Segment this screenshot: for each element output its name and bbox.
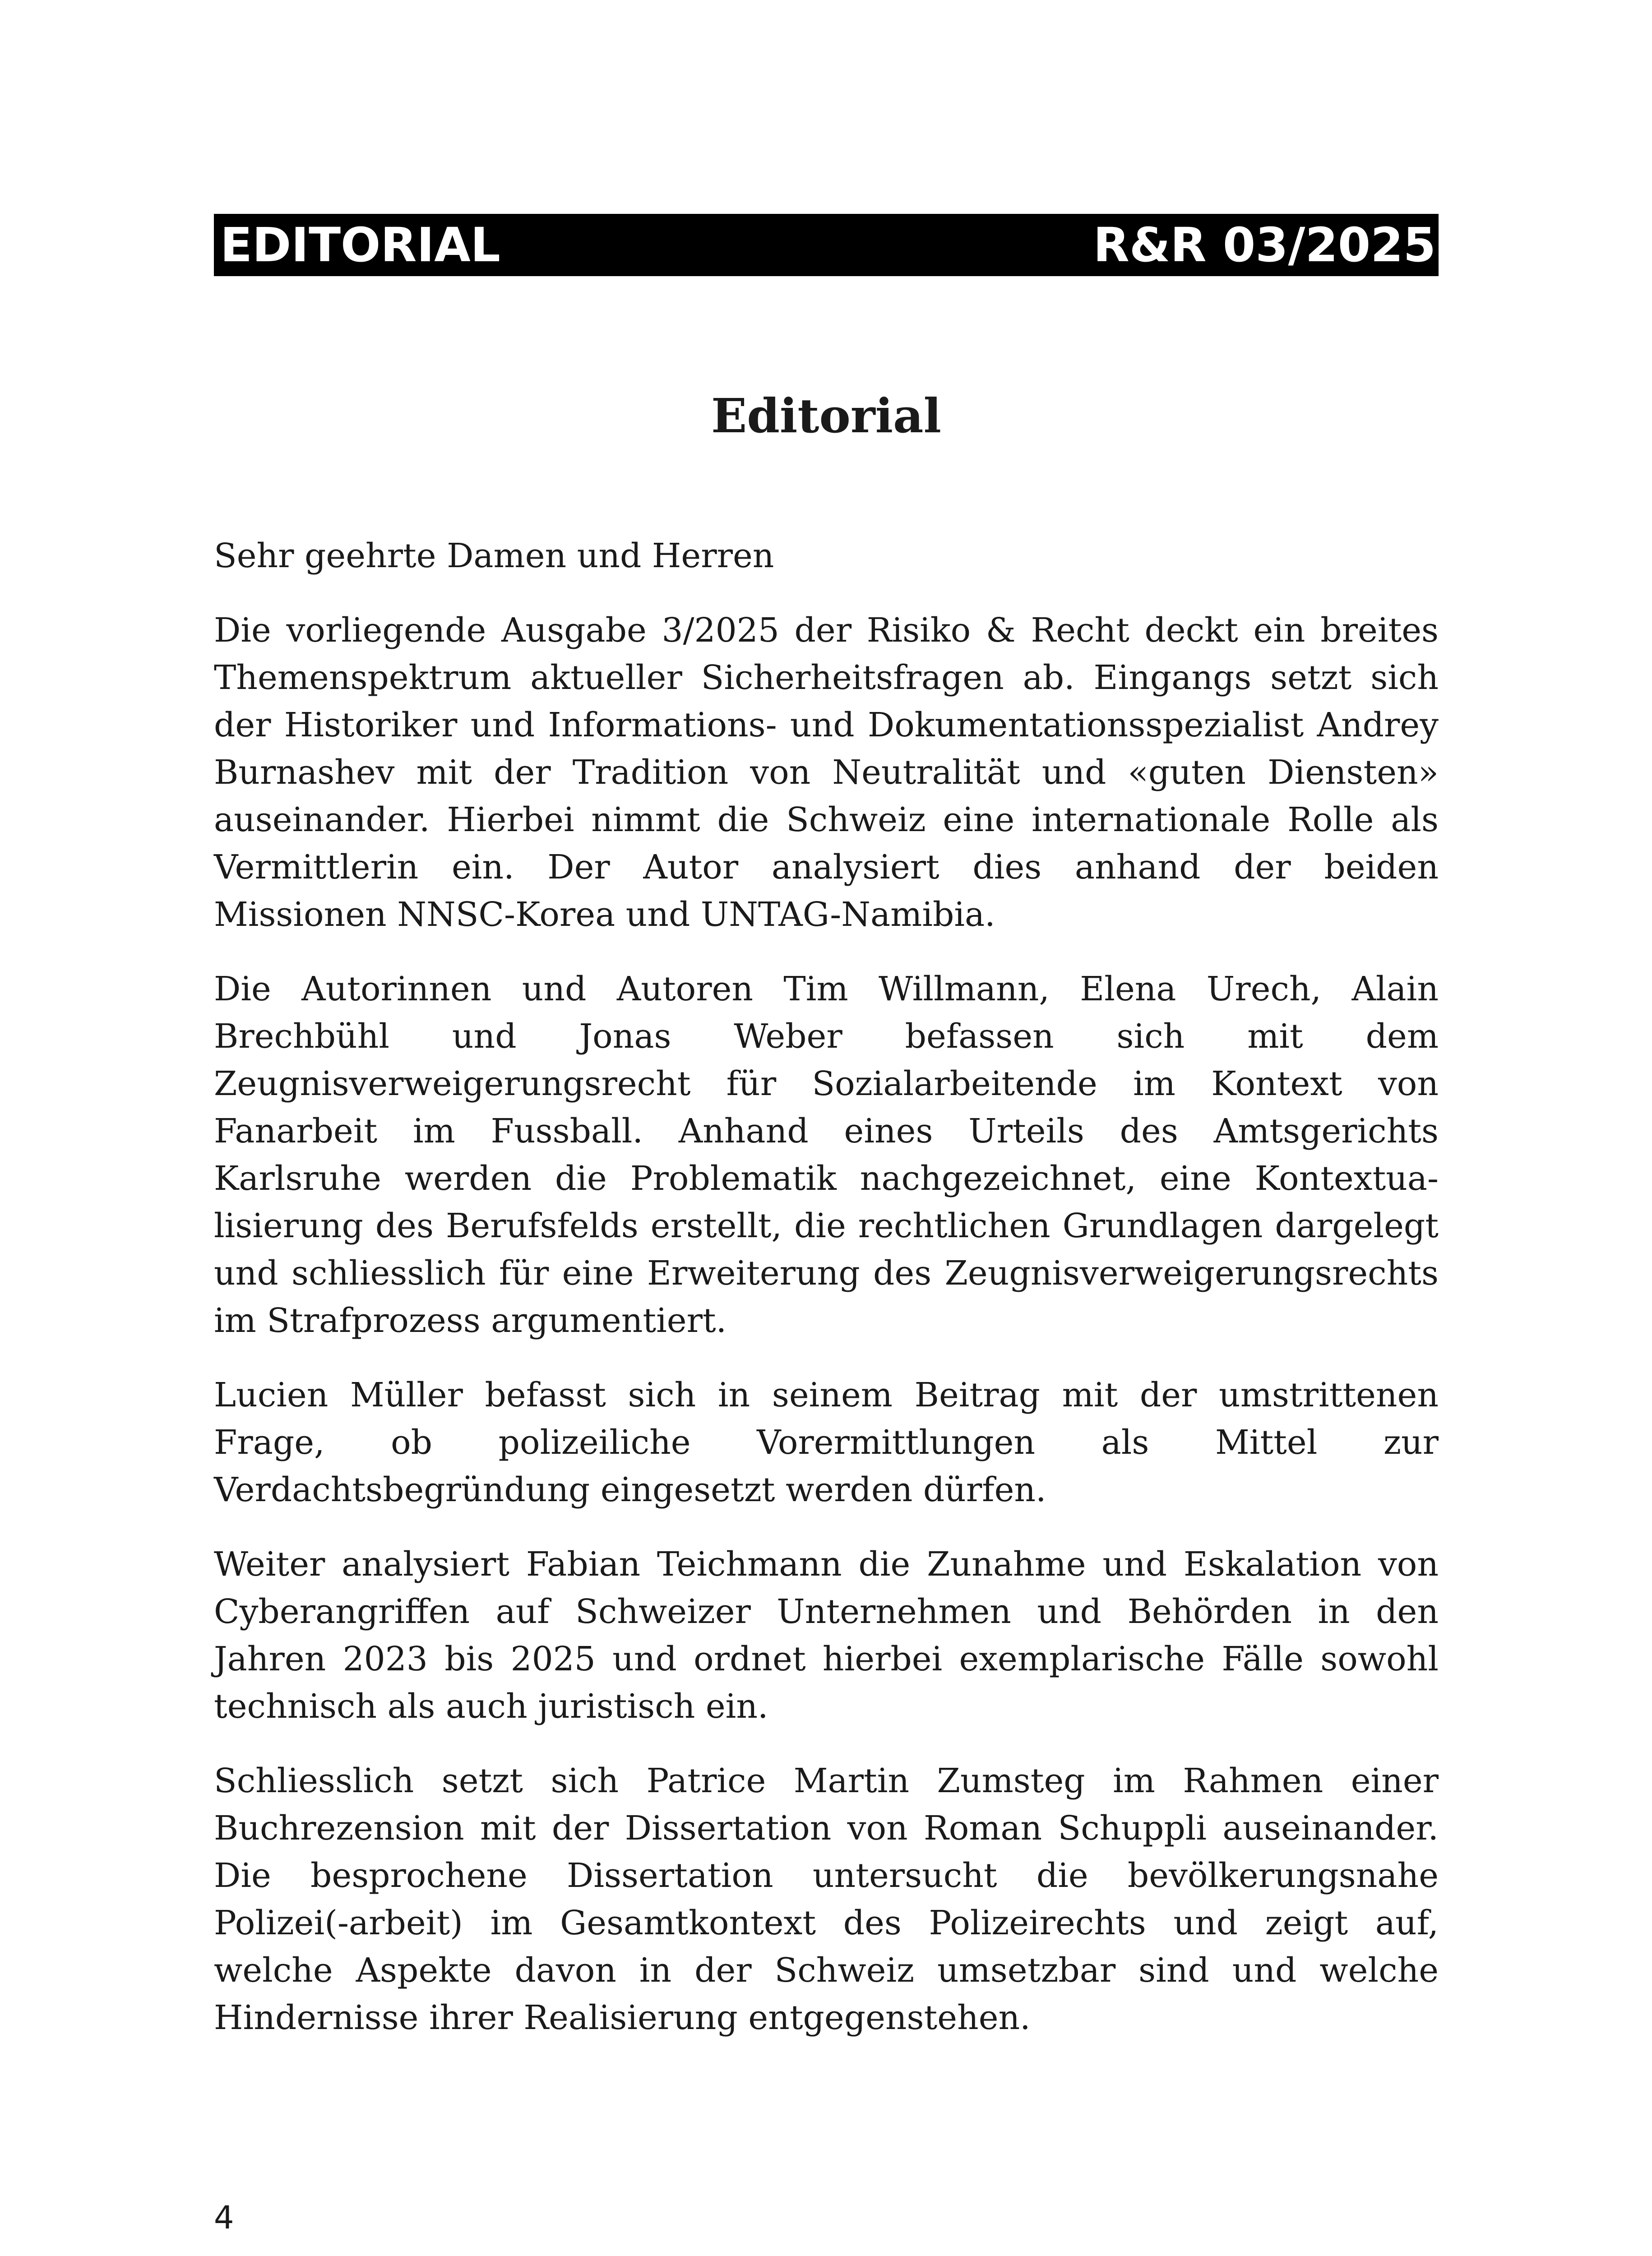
- page-number: 4: [214, 2199, 234, 2236]
- paragraph: Schliesslich setzt sich Patrice Martin Zumsteg im Rahmen einer Buchrezension mit der Dissertation von Roman Schuppli auseinander. Die besprochene Dissertation untersucht die bevölkerungsnahe Polizei(-arbeit) im Gesamtkontext des Polizeirechts und zeigt auf, welche Aspekte davon in der Schweiz umsetzbar sind und welche Hindernisse ihrer Realisierung entgegenstehen.: [214, 1761, 1439, 2037]
- paragraph: Lucien Müller befasst sich in seinem Beitrag mit der umstrittenen Frage, ob polizeiliche Vorermittlungen als Mittel zur Verdachtsbegründung eingesetzt werden dürfen.: [214, 1376, 1439, 1509]
- editorial-body: [214, 532, 1439, 2069]
- paragraph: Die vorliegende Ausgabe 3/2025 der Risiko & Recht deckt ein breites Themenspektrum aktueller Sicherheitsfragen ab. Eingangs setzt sich der Historiker und Informations- und Dokumentationsspezialist Andrey Burnashev mit der Tradition von Neutralität und «guten Diensten» auseinander. Hierbei nimmt die Schweiz eine internationale Rolle als Vermittlerin ein. Der Autor analysiert dies anhand der beiden Missionen NNSC-Korea und UNTAG-Namibia.: [214, 611, 1439, 934]
- paragraph: Die Autorinnen und Autoren Tim Willmann, Elena Urech, Alain Brechbühl und Jonas Weber befassen sich mit dem Zeugnisverweigerungsrecht für Sozialarbeitende im Kontext von Fanarbeit im Fussball. Anhand eines Urteils des Amtsgerichts Karlsruhe werden die Problematik nachgezeichnet, eine Kontextualisierung des Berufsfelds erstellt, die rechtlichen Grundlagen dargelegt und schliesslich für eine Erweiterung des Zeugnisverweigerungsrechts im Strafprozess argumentiert.: [214, 970, 1439, 1340]
- section-label: EDITORIAL: [220, 217, 500, 273]
- paragraph: Weiter analysiert Fabian Teichmann die Zunahme und Eskalation von Cyberangriffen auf Schweizer Unternehmen und Behörden in den Jahren 2023 bis 2025 und ordnet hierbei exemplarische Fälle sowohl technisch als auch juristisch ein.: [214, 1545, 1439, 1726]
- page-title: Editorial: [711, 388, 942, 444]
- section-header-bar: [214, 214, 1439, 276]
- issue-label: R&R 03/2025: [1093, 217, 1436, 273]
- salutation: Sehr geehrte Damen und Herren: [214, 536, 774, 575]
